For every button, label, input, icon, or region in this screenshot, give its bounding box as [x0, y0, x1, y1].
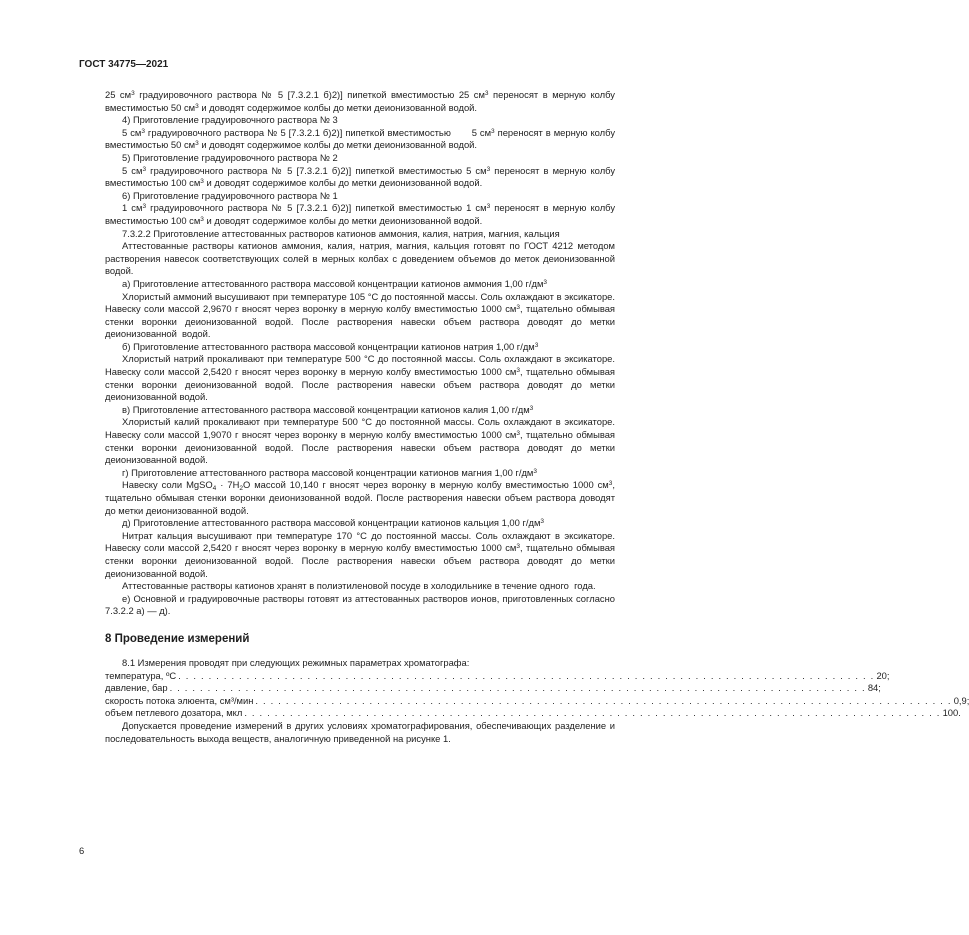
paragraph: 5 $см^3$ градуировочного раствора № 5 [7.3.2.1 б)2)] пипеткой вместимостью 5 $см^3$ переносят в мерную колбу вместимостью 100 $см^3$ и доводят содержимое колбы до метки деионизованной водой.: [105, 164, 616, 189]
paragraph: 5 $см^3$ градуировочного раствора № 5 [7.3.2.1 б)2)] пипеткой вместимостью 5 $см^3$ переносят в мерную колбу вместимостью 50 $см^3$ и доводят содержимое колбы до метки деионизованной водой.: [105, 126, 616, 151]
paragraph: 7.3.2.2 Приготовление аттестованных растворов катионов аммония, калия, натрия, магния, кальция: [122, 227, 560, 239]
dot-leader: . . . . . . . . . . . . . . . . . . . . . . . . . . . . . . . . . . . . . . . . . . . . . . . . . . . . . . . . . . . . . . . . . . . . . . . . . . . . . . . . . . . . . . . . . . . .: [169, 682, 866, 694]
section-8-title: 8 Проведение измерений: [105, 632, 250, 645]
paragraph: 25 $см^3$ градуировочного раствора № 5 [7.3.2.1 б)2)] пипеткой вместимостью 25 $см^3$ переносят в мерную колбу вместимостью 50 $см^3$ и доводят содержимое колбы до метки деионизованной водой.: [105, 89, 615, 113]
parameter-value: 20;: [876, 669, 890, 681]
parameter-label: температура, ºС: [105, 669, 177, 681]
paragraph: Хлористый натрий прокаливают при температуре 500 °С до постоянной массы. Соль охлаждают в эксикаторе. Навеску соли массой 2,5420 г вносят через воронку в мерную колбу вместимостью 1000 $см^3$, тщательно обмывая стенки воронки деионизованной водой. После растворения навески объем раствора доводят до метки деионизованной водой.: [105, 353, 615, 403]
paragraph: Аттестованные растворы катионов хранят в полиэтиленовой посуде в холодильнике в течение одного года.: [122, 580, 596, 592]
paragraph: 6) Приготовление градуировочного раствора № 1: [122, 189, 338, 201]
parameter-row: [105, 694, 969, 708]
page-number: 6: [79, 845, 85, 856]
paragraph: Навеску соли MgSO$_4$ · $7H_2O$ массой 10,140 г вносят через воронку в мерную колбу вместимостью 1000 $см^3$, тщательно обмывая стенки воронки деионизованной водой. После растворения навески объем раствора доводят до метки деионизованной водой.: [105, 479, 615, 516]
paragraph: Аттестованные растворы катионов аммония, калия, натрия, магния, кальция готовят по ГОСТ 4212 методом растворения навесок соответствующих солей в мерных колбах с доведением объемов до меток деионизованной водой.: [105, 240, 615, 277]
paragraph: б) Приготовление аттестованного раствора массовой концентрации катионов натрия 1,00 $г/дм^3$: [122, 340, 539, 352]
section-8-intro: 8.1 Измерения проводят при следующих режимных параметрах хроматографа:: [122, 656, 470, 668]
dot-leader: . . . . . . . . . . . . . . . . . . . . . . . . . . . . . . . . . . . . . . . . . . . . . . . . . . . . . . . . . . . . . . . . . . . . . . . . . . . . . . . . . . . . . . . . . . . .: [178, 669, 875, 681]
parameter-value: 100.: [942, 707, 961, 719]
paragraph: е) Основной и градуировочные растворы готовят из аттестованных растворов ионов, приготовленных согласно 7.3.2.2 а) — д).: [105, 592, 615, 617]
paragraph: д) Приготовление аттестованного раствора массовой концентрации катионов кальция 1,00 $г/дм^3$: [122, 517, 545, 529]
paragraph: г) Приготовление аттестованного раствора массовой концентрации катионов магния 1,00 $г/дм^3$: [122, 466, 537, 478]
section-8-closing: Допускается проведение измерений в других условиях хроматографирования, обеспечивающих разделение и последовательность выхода веществ, аналогичную приведенной на рисунке 1.: [105, 719, 615, 744]
dot-leader: . . . . . . . . . . . . . . . . . . . . . . . . . . . . . . . . . . . . . . . . . . . . . . . . . . . . . . . . . . . . . . . . . . . . . . . . . . . . . . . . . . . . . . . . . . . .: [244, 707, 941, 719]
paragraph: в) Приготовление аттестованного раствора массовой концентрации катионов калия 1,00 $г/дм^3$: [122, 403, 534, 415]
parameter-label: скорость потока элюента, см³/мин: [105, 694, 254, 706]
section-7-continuation: [105, 89, 615, 618]
parameter-row: [105, 669, 890, 683]
parameter-row: [105, 682, 881, 695]
parameter-value: 0,9;: [953, 694, 969, 706]
dot-leader: . . . . . . . . . . . . . . . . . . . . . . . . . . . . . . . . . . . . . . . . . . . . . . . . . . . . . . . . . . . . . . . . . . . . . . . . . . . . . . . . . . . . . . . . . . . .: [255, 694, 952, 706]
parameter-label: объем петлевого дозатора, мкл: [105, 707, 243, 719]
parameter-value: 84;: [867, 682, 881, 694]
paragraph: Хлористый аммоний высушивают при температуре 105 °С до постоянной массы. Соль охлаждают в эксикаторе. Навеску соли массой 2,9670 г вносят через воронку в мерную колбу вместимостью 1000 $см^3$, тщательно обмывая стенки воронки деионизованной водой. После растворения навески объем раствора доводят до метки деионизованной водой.: [105, 290, 615, 340]
paragraph: 5) Приготовление градуировочного раствора № 2: [122, 151, 338, 163]
standard-header: ГОСТ 34775—2021: [79, 59, 169, 70]
paragraph: Нитрат кальция высушивают при температуре 170 °С до постоянной массы. Соль охлаждают в эксикаторе. Навеску соли массой 2,5420 г вносят через воронку в мерную колбу вместимостью 1000 $см^3$, тщательно обмывая стенки воронки деионизованной водой. После растворения навески объем раствора доводят до метки деионизованной водой.: [105, 529, 615, 579]
paragraph: Хлористый калий прокаливают при температуре 500 °С до постоянной массы. Соль охлаждают в эксикаторе. Навеску соли массой 1,9070 г вносят через воронку в мерную колбу вместимостью 1000 $см^3$, тщательно обмывая стенки воронки деионизованной водой. После растворения навески объем раствора доводят до метки деионизованной водой.: [105, 416, 615, 466]
document-body: [105, 89, 969, 745]
paragraph: 4) Приготовление градуировочного раствора № 3: [122, 114, 338, 126]
parameter-list: [105, 669, 969, 720]
paragraph: 1 $см^3$ градуировочного раствора № 5 [7.3.2.1 б)2)] пипеткой вместимостью 1 $см^3$ переносят в мерную колбу вместимостью 100 $см^3$ и доводят содержимое колбы до метки деионизованной водой.: [105, 202, 616, 226]
parameter-label: давление, бар: [105, 682, 168, 694]
parameter-row: [105, 707, 961, 720]
paragraph: а) Приготовление аттестованного раствора массовой концентрации катионов аммония 1,00 $г/дм^3$: [122, 277, 548, 289]
